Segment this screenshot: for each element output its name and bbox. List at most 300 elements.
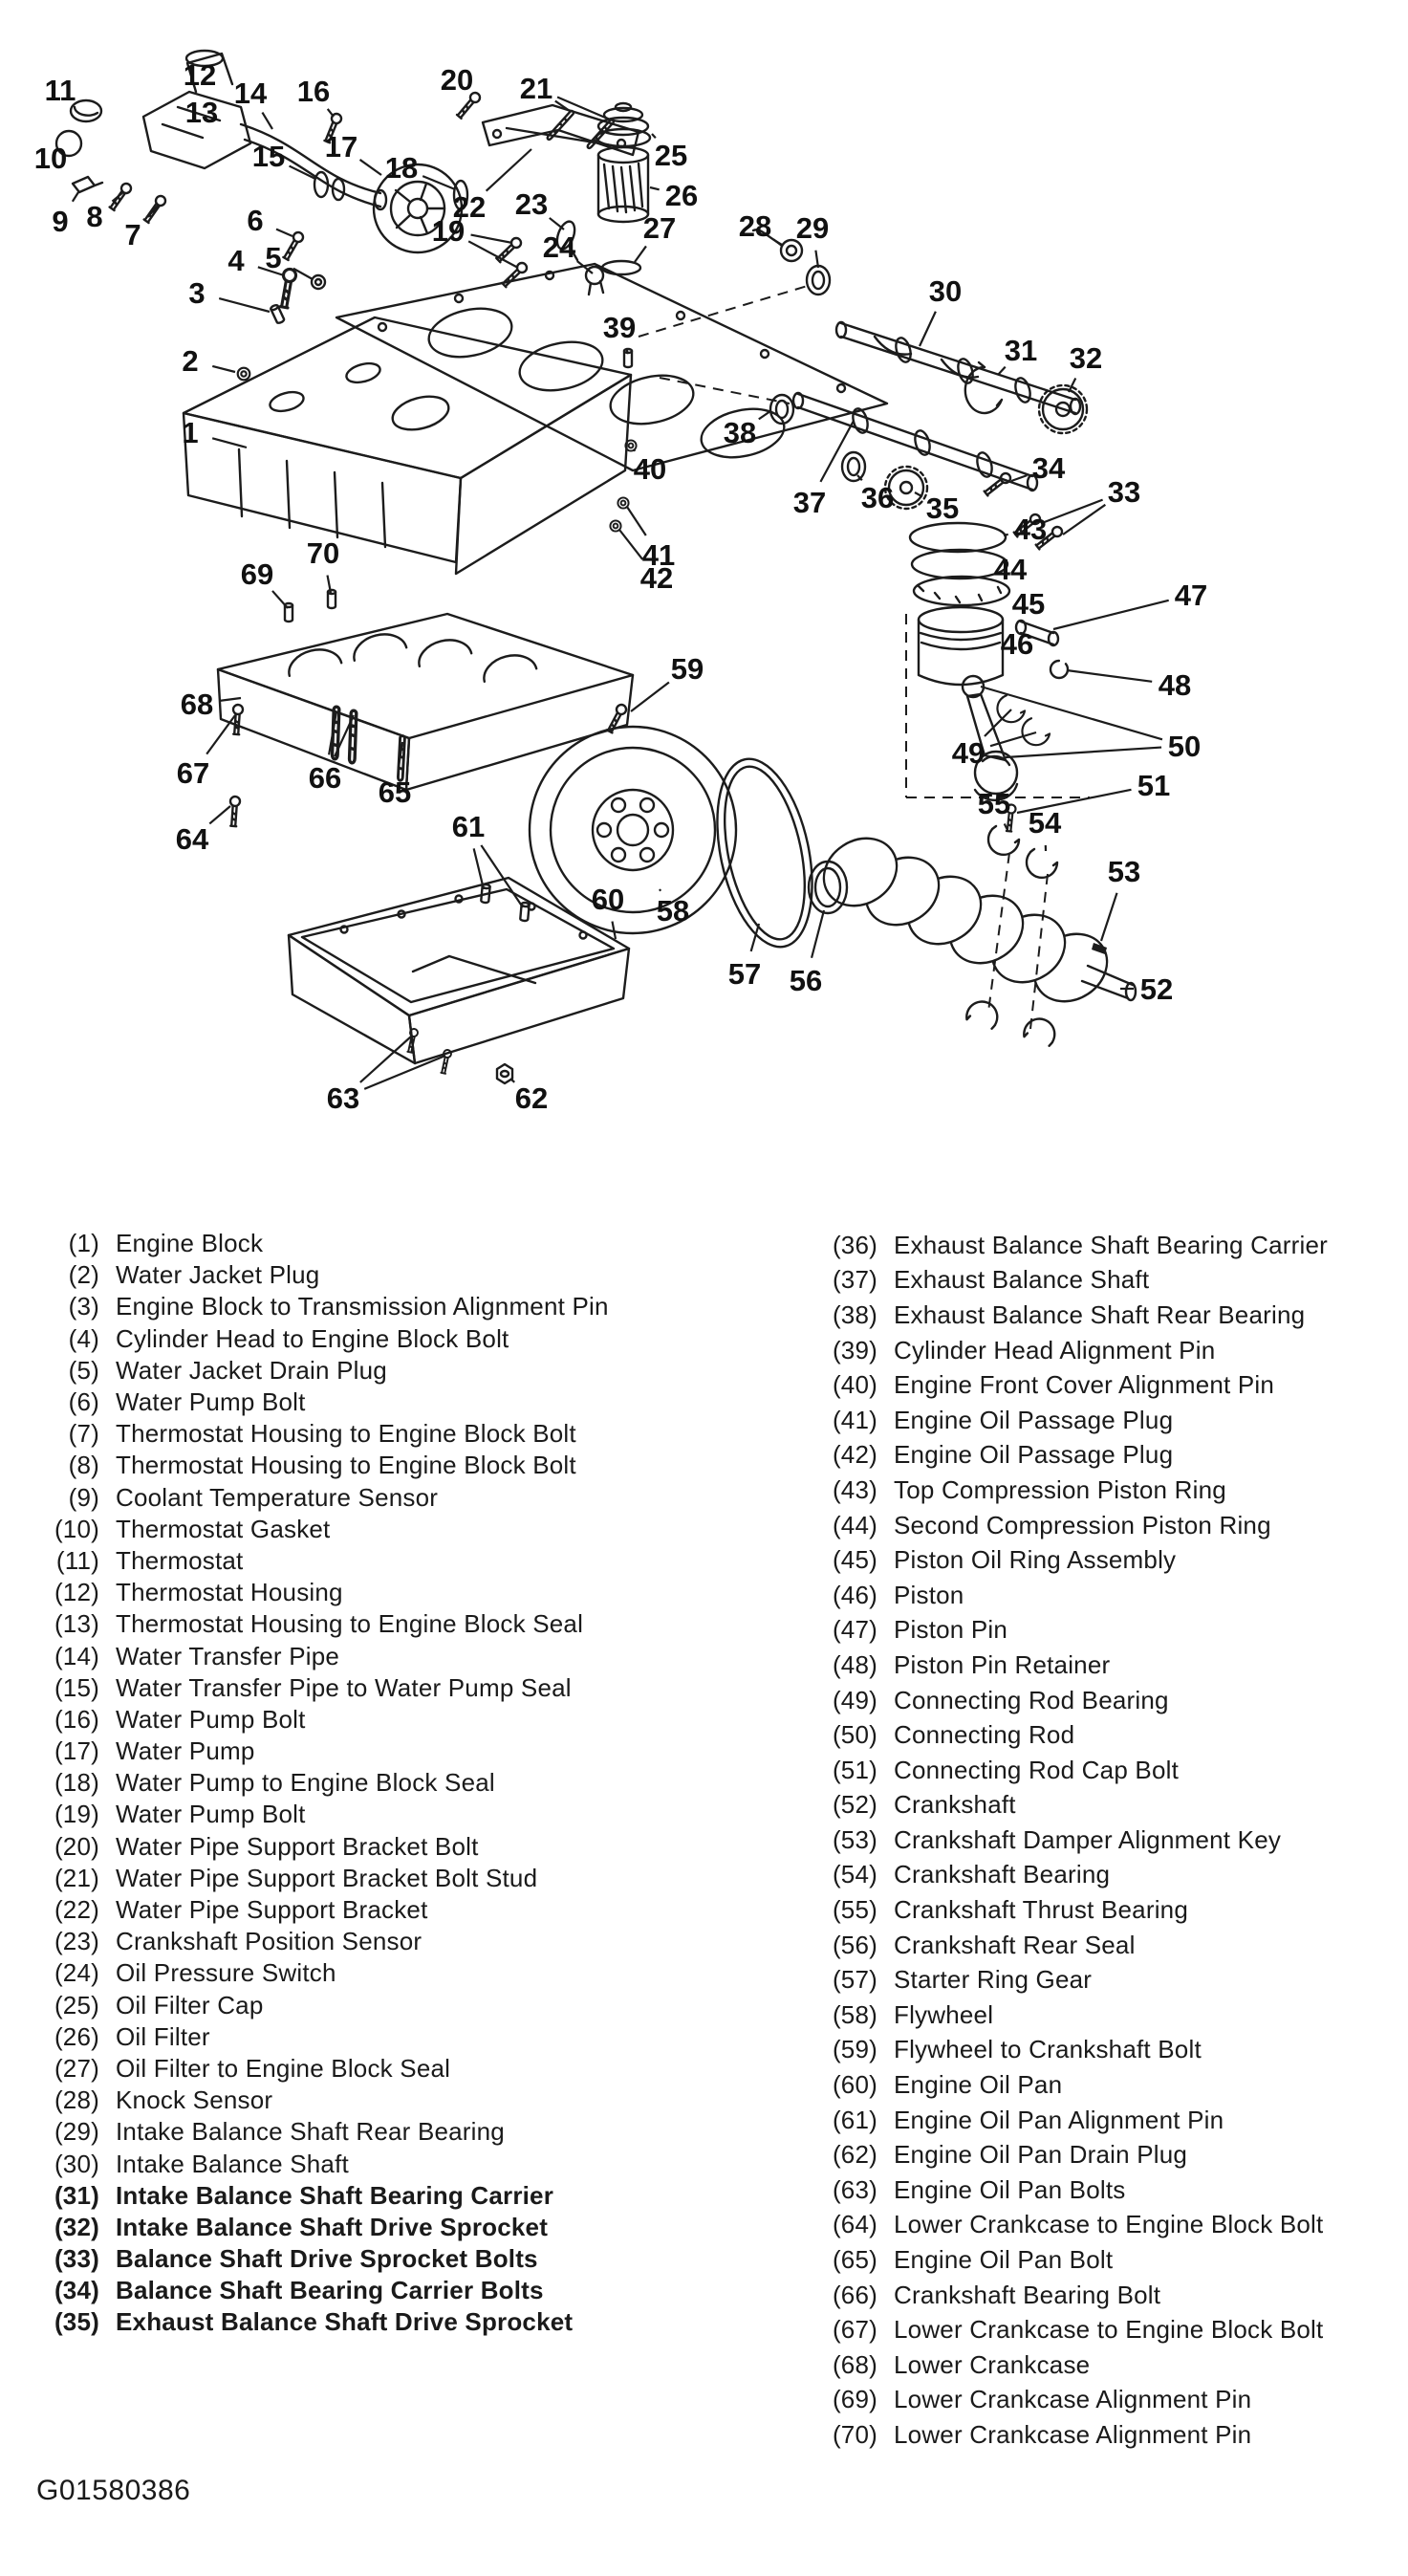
callout <box>184 58 216 92</box>
callout-number: 39 <box>602 311 637 344</box>
part-row <box>814 1823 1401 1858</box>
part-label: Cylinder Head Alignment Pin <box>894 1335 1216 1364</box>
callout-number: 24 <box>542 230 576 264</box>
part-number: (57) <box>832 1965 877 1995</box>
part-row <box>814 1228 1401 1263</box>
callout <box>1120 972 1173 1006</box>
callout-number: 34 <box>1031 451 1066 485</box>
callout-number: 40 <box>633 452 667 486</box>
callout-number: 56 <box>789 964 823 997</box>
part-label: Piston <box>894 1580 964 1609</box>
leader-line <box>510 1079 514 1082</box>
part-number: (7) <box>68 1419 99 1449</box>
callout-number: 25 <box>654 139 688 172</box>
part-row <box>814 1753 1401 1788</box>
callout-number: 64 <box>175 822 209 856</box>
part-row <box>814 1962 1401 1997</box>
part-row <box>814 2137 1401 2172</box>
callout <box>1067 668 1191 702</box>
callout-number: 26 <box>664 179 699 212</box>
part-row <box>814 2208 1401 2243</box>
intake-shaft-rear-bearing-drawing <box>807 266 830 295</box>
callout <box>510 1079 548 1115</box>
leader-line <box>487 149 531 191</box>
part-number: (33) <box>54 2244 99 2274</box>
part-label: Lower Crankcase Alignment Pin <box>894 2385 1252 2414</box>
callout <box>1004 513 1047 546</box>
callout-number: 37 <box>792 486 827 519</box>
part-number: (43) <box>832 1474 877 1504</box>
part-number: (37) <box>832 1265 877 1295</box>
callout-number: 14 <box>233 76 268 110</box>
part-label: Exhaust Balance Shaft Drive Sprocket <box>116 2307 574 2337</box>
part-row <box>814 1788 1401 1823</box>
part-label: Water Transfer Pipe <box>116 1641 340 1670</box>
callout-number: 42 <box>639 561 674 595</box>
part-row <box>814 1333 1401 1368</box>
callout <box>978 787 1010 830</box>
callout-number: 9 <box>52 205 69 238</box>
oil-filter-drawing <box>596 103 650 274</box>
part-label: Piston Pin Retainer <box>894 1649 1111 1679</box>
crankshaft-drawing <box>811 825 1136 1015</box>
part-number: (53) <box>832 1824 877 1854</box>
leader-line <box>212 438 247 448</box>
part-label: Water Transfer Pipe to Water Pump Seal <box>116 1672 572 1702</box>
callout-number: 63 <box>326 1081 360 1115</box>
leader-line <box>471 235 512 243</box>
part-label: Engine Oil Pan Alignment Pin <box>894 2105 1224 2134</box>
part-row <box>814 1997 1401 2033</box>
callout-number: 57 <box>727 957 762 991</box>
part-number: (18) <box>54 1768 99 1798</box>
part-label: Water Pipe Support Bracket <box>116 1895 428 1925</box>
callout-number: 58 <box>656 894 690 928</box>
callout <box>657 889 689 928</box>
part-row <box>814 1367 1401 1403</box>
part-row <box>36 1577 797 1608</box>
leader-line <box>73 192 78 202</box>
leader-line <box>773 239 782 246</box>
callout-number: 10 <box>33 142 68 175</box>
callout-number: 38 <box>723 416 757 449</box>
callout-number: 4 <box>227 244 245 277</box>
part-row <box>814 1858 1401 1893</box>
leader-line <box>650 187 660 189</box>
part-number: (25) <box>54 1990 99 2019</box>
part-number: (62) <box>832 2140 877 2170</box>
leader-line <box>220 698 241 701</box>
part-label: Engine Oil Pan Bolts <box>894 2174 1126 2204</box>
part-row <box>814 1683 1401 1718</box>
leader-line <box>328 109 334 117</box>
callout <box>1001 627 1033 661</box>
part-number: (11) <box>55 1545 99 1575</box>
part-number: (68) <box>832 2349 877 2379</box>
leader-line <box>206 715 235 754</box>
part-number: (49) <box>832 1685 877 1714</box>
leader-line <box>276 229 292 236</box>
part-label: Water Pump Bolt <box>116 1800 306 1829</box>
callout <box>45 74 76 107</box>
callout <box>1101 855 1140 941</box>
leader-line <box>1067 670 1152 682</box>
callout <box>182 344 235 378</box>
part-row <box>814 1613 1401 1648</box>
part-row <box>814 2172 1401 2208</box>
part-row <box>36 2275 797 2306</box>
callout <box>652 134 687 172</box>
part-label: Oil Filter Cap <box>116 1990 264 2019</box>
part-row <box>36 1767 797 1799</box>
callout <box>952 709 1036 770</box>
callout <box>241 557 288 608</box>
callout-number: 12 <box>183 58 217 92</box>
leader-line <box>627 507 646 535</box>
part-number: (58) <box>832 1999 877 2029</box>
callout-number: 7 <box>124 218 141 251</box>
exhaust-shaft-bearing-drawing <box>842 452 865 481</box>
part-number: (9) <box>68 1482 99 1512</box>
callout-number: 19 <box>431 214 466 248</box>
part-label: Lower Crankcase to Engine Block Bolt <box>894 2315 1324 2345</box>
callout-number: 41 <box>641 538 676 572</box>
callout <box>520 72 610 120</box>
callout-number: 67 <box>176 756 210 790</box>
part-row <box>814 2067 1401 2103</box>
part-number: (65) <box>832 2245 877 2275</box>
callout-number: 60 <box>591 883 625 916</box>
oil-filter-seal-drawing <box>602 261 640 274</box>
leader-line <box>262 113 272 129</box>
callout-number: 36 <box>860 481 895 514</box>
part-label: Second Compression Piston Ring <box>894 1510 1271 1539</box>
callout <box>1053 579 1207 629</box>
callout <box>724 411 770 449</box>
callout <box>379 742 411 809</box>
callout-number: 31 <box>1004 334 1038 367</box>
callout-number: 65 <box>378 775 412 809</box>
part-number: (27) <box>54 2053 99 2083</box>
callout <box>34 142 67 175</box>
part-number: (50) <box>832 1720 877 1750</box>
part-label: Crankshaft Damper Alignment Key <box>894 1824 1282 1854</box>
part-label: Oil Filter <box>116 2021 210 2051</box>
callout <box>739 209 782 246</box>
part-number: (52) <box>832 1790 877 1820</box>
part-label: Crankshaft Rear Seal <box>894 1930 1136 1959</box>
part-label: Thermostat Housing <box>116 1578 343 1607</box>
part-row <box>36 1704 797 1736</box>
part-number: (64) <box>832 2210 877 2239</box>
callout-number: 51 <box>1137 769 1171 802</box>
starter-ring-gear-drawing <box>702 751 828 956</box>
callout-number: 44 <box>993 553 1028 586</box>
part-row <box>36 1736 797 1767</box>
callout <box>385 151 455 189</box>
part-row <box>36 1672 797 1704</box>
part-number: (26) <box>54 2021 99 2051</box>
part-label: Intake Balance Shaft Rear Bearing <box>116 2117 505 2147</box>
part-label: Lower Crankcase <box>894 2349 1091 2379</box>
callout-number: 23 <box>514 187 549 221</box>
callout <box>728 924 761 991</box>
part-row <box>814 1542 1401 1578</box>
leader-line <box>1063 505 1105 535</box>
part-label: Engine Oil Passage Plug <box>894 1405 1174 1434</box>
callout-number: 46 <box>1000 627 1034 661</box>
part-row <box>36 1831 797 1863</box>
part-number: (59) <box>832 2035 877 2064</box>
part-row <box>814 1508 1401 1543</box>
part-number: (15) <box>54 1672 99 1702</box>
callout <box>325 130 381 175</box>
piston-drawing <box>919 607 1068 685</box>
part-number: (10) <box>54 1514 99 1543</box>
part-row <box>814 2103 1401 2138</box>
part-label: Engine Oil Pan Drain Plug <box>894 2140 1188 2170</box>
part-number: (16) <box>54 1704 99 1734</box>
part-row <box>36 1228 797 1259</box>
callout <box>1012 587 1045 621</box>
callout <box>252 140 315 179</box>
leader-line <box>474 848 484 889</box>
part-row <box>36 1482 797 1514</box>
part-number: (29) <box>54 2117 99 2147</box>
callout <box>793 421 854 519</box>
callout-number: 28 <box>738 209 772 243</box>
part-row <box>814 1928 1401 1963</box>
part-number: (35) <box>54 2307 99 2337</box>
part-number: (6) <box>68 1387 99 1417</box>
callout-number: 43 <box>1013 513 1048 546</box>
callout <box>603 311 636 354</box>
part-number: (24) <box>54 1958 99 1988</box>
exploded-engine-diagram <box>0 0 1408 1205</box>
callout-number: 33 <box>1107 475 1141 509</box>
part-row <box>36 1259 797 1291</box>
part-number: (70) <box>832 2419 877 2449</box>
callout <box>915 491 959 525</box>
part-row <box>36 1608 797 1640</box>
part-label: Starter Ring Gear <box>894 1965 1093 1995</box>
part-number: (2) <box>68 1260 99 1290</box>
part-number: (44) <box>832 1510 877 1539</box>
part-label: Top Compression Piston Ring <box>894 1474 1226 1504</box>
part-label: Thermostat Housing to Engine Block Bolt <box>116 1419 576 1449</box>
part-label: Intake Balance Shaft Drive Sprocket <box>116 2212 549 2241</box>
callout-number: 69 <box>240 557 274 591</box>
coolant-temp-sensor-drawing <box>73 177 102 192</box>
part-number: (12) <box>54 1578 99 1607</box>
part-row <box>814 2033 1401 2068</box>
part-label: Connecting Rod Bearing <box>894 1685 1169 1714</box>
part-row <box>36 1799 797 1830</box>
part-number: (60) <box>832 2070 877 2100</box>
lower-crankcase-drawing <box>218 614 633 790</box>
part-number: (36) <box>832 1230 877 1259</box>
part-number: (22) <box>54 1895 99 1925</box>
leader-line <box>212 366 235 372</box>
callout <box>1069 341 1102 392</box>
part-row <box>36 2306 797 2338</box>
callout <box>857 475 894 514</box>
callout <box>631 652 704 711</box>
part-row <box>36 1418 797 1450</box>
callout-number: 6 <box>247 204 264 237</box>
part-number: (47) <box>832 1615 877 1645</box>
part-number: (28) <box>54 2085 99 2115</box>
leader-line <box>634 449 635 451</box>
part-label: Flywheel to Crankshaft Bolt <box>894 2035 1202 2064</box>
callout-number: 35 <box>925 491 960 525</box>
callout-number: 53 <box>1107 855 1141 888</box>
part-number: (19) <box>54 1800 99 1829</box>
part-number: (63) <box>832 2174 877 2204</box>
engine-block-drawing <box>184 317 631 574</box>
leader-line <box>1011 475 1027 481</box>
part-label: Balance Shaft Bearing Carrier Bolts <box>116 2276 544 2305</box>
part-label: Oil Filter to Engine Block Seal <box>116 2053 451 2083</box>
intake-balance-shaft-drawing <box>836 322 1087 433</box>
part-label: Intake Balance Shaft Bearing Carrier <box>116 2180 554 2210</box>
part-number: (67) <box>832 2315 877 2345</box>
callout <box>247 204 292 237</box>
part-row <box>36 2243 797 2275</box>
part-number: (8) <box>68 1451 99 1480</box>
leader-line <box>1101 893 1117 941</box>
callout-number: 8 <box>86 200 103 233</box>
leader-line <box>759 411 770 419</box>
part-label: Connecting Rod <box>894 1720 1075 1750</box>
callout-number: 20 <box>440 63 474 97</box>
part-number: (55) <box>832 1895 877 1925</box>
part-row <box>36 1514 797 1545</box>
part-label: Flywheel <box>894 1999 994 2029</box>
callout-number: 32 <box>1069 341 1103 375</box>
part-number: (45) <box>832 1545 877 1575</box>
part-label: Coolant Temperature Sensor <box>116 1482 439 1512</box>
part-label: Engine Oil Pan <box>894 2070 1063 2100</box>
callout <box>1029 806 1062 851</box>
callout-number: 52 <box>1139 972 1174 1006</box>
part-number: (23) <box>54 1927 99 1956</box>
leader-line <box>652 134 656 138</box>
part-number: (32) <box>54 2212 99 2241</box>
part-label: Piston Pin <box>894 1615 1008 1645</box>
part-number: (31) <box>54 2180 99 2210</box>
part-row <box>36 1894 797 1926</box>
figure-code: G01580386 <box>36 2475 191 2506</box>
leader-line <box>920 312 936 346</box>
callout-number: 50 <box>1167 730 1202 763</box>
part-number: (21) <box>54 1863 99 1892</box>
callout <box>515 187 564 229</box>
oil-pan-drawing <box>289 878 629 1083</box>
part-row <box>814 1892 1401 1928</box>
part-label: Thermostat Housing to Engine Block Seal <box>116 1609 584 1639</box>
part-row <box>36 2085 797 2116</box>
callout-number: 21 <box>519 72 553 105</box>
part-number: (17) <box>54 1736 99 1766</box>
callout-number: 61 <box>451 810 486 843</box>
callout-number: 3 <box>188 276 206 310</box>
part-label: Lower Crankcase Alignment Pin <box>894 2419 1252 2449</box>
part-row <box>36 1450 797 1481</box>
part-number: (39) <box>832 1335 877 1364</box>
part-label: Water Pipe Support Bracket Bolt <box>116 1831 479 1861</box>
callout-number: 11 <box>44 74 76 107</box>
part-row <box>814 1298 1401 1333</box>
part-label: Engine Block to Transmission Alignment Pin <box>116 1292 609 1321</box>
part-row <box>36 1990 797 2021</box>
part-number: (14) <box>54 1641 99 1670</box>
leader-line <box>360 160 381 175</box>
part-number: (61) <box>832 2105 877 2134</box>
callout-number: 1 <box>182 416 199 449</box>
part-row <box>36 2053 797 2085</box>
part-label: Crankshaft Bearing Bolt <box>894 2280 1161 2309</box>
part-label: Exhaust Balance Shaft Bearing Carrier <box>894 1230 1328 1259</box>
leader-line <box>1042 500 1103 523</box>
leader-line <box>619 530 642 559</box>
part-row <box>36 1545 797 1577</box>
leader-line <box>364 1056 445 1089</box>
parts-column-right <box>814 1228 1401 2453</box>
leader-line <box>1006 748 1161 757</box>
part-row <box>814 1648 1401 1683</box>
part-label: Intake Balance Shaft <box>116 2149 349 2178</box>
part-number: (1) <box>68 1229 99 1258</box>
part-number: (42) <box>832 1440 877 1470</box>
callout-number: 2 <box>182 344 199 378</box>
part-row <box>36 2180 797 2212</box>
part-number: (69) <box>832 2385 877 2414</box>
callout-number: 59 <box>670 652 704 686</box>
part-row <box>36 1323 797 1355</box>
part-label: Water Pump <box>116 1736 255 1766</box>
leader-line <box>812 910 824 958</box>
part-label: Engine Oil Pan Bolt <box>894 2245 1114 2275</box>
part-row <box>814 1438 1401 1474</box>
part-number: (46) <box>832 1580 877 1609</box>
callout <box>181 688 241 721</box>
part-number: (48) <box>832 1649 877 1679</box>
callout-number: 62 <box>514 1081 549 1115</box>
part-row <box>814 2417 1401 2453</box>
leader-line <box>360 1037 411 1082</box>
flywheel-drawing <box>530 727 736 933</box>
callout-number: 68 <box>180 688 214 721</box>
part-row <box>814 2278 1401 2313</box>
callout-number: 66 <box>308 761 342 795</box>
part-label: Thermostat <box>116 1545 244 1575</box>
part-label: Exhaust Balance Shaft <box>894 1265 1150 1295</box>
part-label: Water Pipe Support Bracket Bolt Stud <box>116 1863 538 1892</box>
callout <box>998 334 1037 375</box>
part-row <box>36 1863 797 1894</box>
callout-number: 48 <box>1158 668 1192 702</box>
part-row <box>814 2347 1401 2383</box>
leader-line <box>219 298 270 312</box>
part-label: Thermostat Gasket <box>116 1514 331 1543</box>
callout <box>185 96 218 129</box>
part-row <box>814 1263 1401 1299</box>
parts-column-left <box>36 1228 797 2339</box>
part-row <box>36 1386 797 1418</box>
part-number: (38) <box>832 1299 877 1329</box>
part-label: Crankshaft Position Sensor <box>116 1927 422 1956</box>
